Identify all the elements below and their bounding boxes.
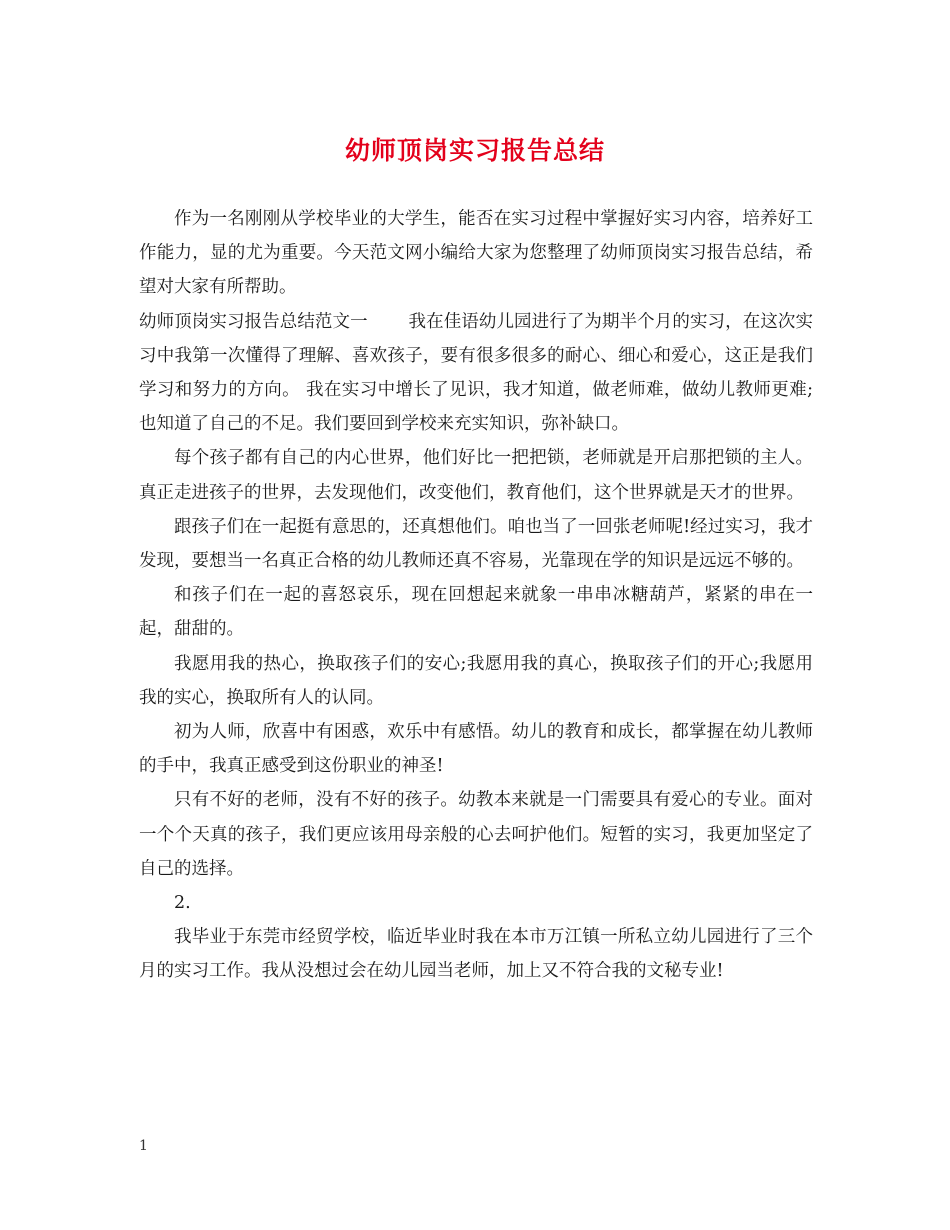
paragraph-sample-one: 幼师顶岗实习报告总结范文一 我在佳语幼儿园进行了为期半个月的实习，在这次实习中我第一次懂得了理解、喜欢孩子，要有很多很多的耐心、细心和爱心，这正是我们学习和努力的方向。 我在实习中增长了见识，我才知道，做老师难，做幼儿教师更难;也知道了自己的不足。我们要回到学校来充实知识，弥补缺口。 [139,311,813,435]
paragraph-joys: 和孩子们在一起的喜怒哀乐，现在回想起来就象一串串冰糖葫芦，紧紧的串在一起，甜甜的。 [139,585,813,640]
document-title: 幼师顶岗实习报告总结 [344,136,605,165]
paragraph-section-number: 2. [174,893,191,914]
document-body [139,202,813,989]
paragraph-heart: 我愿用我的热心，换取孩子们的安心;我愿用我的真心，换取孩子们的开心;我愿用我的实心，换取所有人的认同。 [139,653,813,708]
paragraph-with-children: 跟孩子们在一起挺有意思的，还真想他们。咱也当了一回张老师呢!经过实习，我才发现，要想当一名真正合格的幼儿教师还真不容易，光靠现在学的知识是远远不够的。 [139,516,813,572]
page-number: 1 [139,1138,148,1154]
paragraph-graduation: 我毕业于东莞市经贸学校，临近毕业时我在本市万江镇一所私立幼儿园进行了三个月的实习工作。我从没想过会在幼儿园当老师，加上又不符合我的文秘专业! [139,927,813,982]
paragraph-no-bad-children: 只有不好的老师，没有不好的孩子。幼教本来就是一门需要具有爱心的专业。面对一个个天真的孩子，我们更应该用母亲般的心去呵护他们。短暂的实习，我更加坚定了自己的选择。 [139,790,813,879]
paragraph-inner-world: 每个孩子都有自己的内心世界，他们好比一把把锁，老师就是开启那把锁的主人。真正走进孩子的世界，去发现他们，改变他们，教育他们，这个世界就是天才的世界。 [139,448,813,503]
paragraph-intro: 作为一名刚刚从学校毕业的大学生，能否在实习过程中掌握好实习内容，培养好工作能力，显的尤为重要。今天范文网小编给大家为您整理了幼师顶岗实习报告总结，希望对大家有所帮助。 [139,209,813,298]
paragraph-new-teacher: 初为人师，欣喜中有困惑，欢乐中有感悟。幼儿的教育和成长，都掌握在幼儿教师的手中，我真正感受到这份职业的神圣! [139,722,813,777]
